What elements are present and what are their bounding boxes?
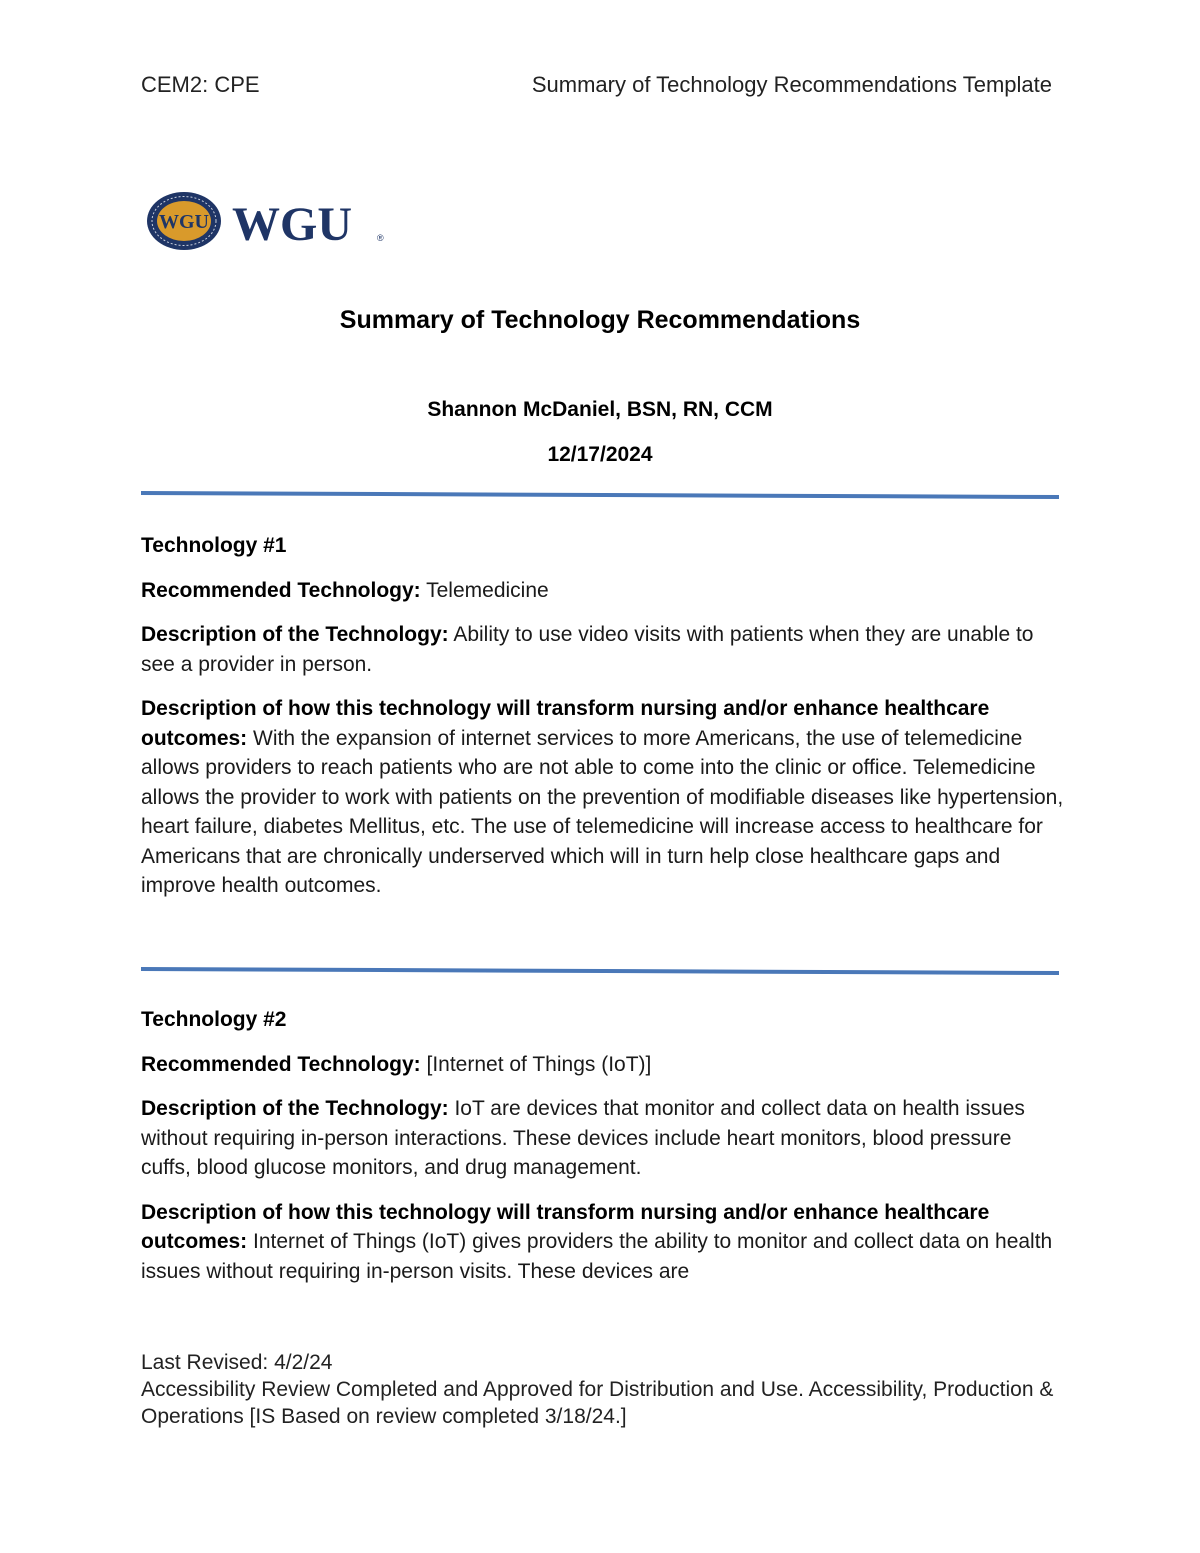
field-value: IoT are devices that monitor and collect data on health issues without requiring in-person interactions. These devices include heart monitors, blood pressure cuffs, blood glucose monitors, and drug management. <box>141 1097 1025 1179</box>
seal-text: WGU <box>159 211 209 233</box>
technology-1-section <box>141 531 1066 916</box>
wgu-wordmark: WGU <box>232 198 352 251</box>
section-divider <box>141 489 1059 499</box>
author-name: Shannon McDaniel, BSN, RN, CCM <box>427 398 773 421</box>
field-value: [Internet of Things (IoT)] <box>426 1052 652 1076</box>
technology-transformation <box>141 694 1066 901</box>
field-label: Description of how this technology will transform nursing and/or enhance healthcare outcomes: <box>141 1200 990 1253</box>
technology-heading: Technology #1 <box>141 534 287 557</box>
header-template-name: Summary of Technology Recommendations Template <box>531 72 1052 97</box>
field-value: Internet of Things (IoT) gives providers the ability to monitor and collect data on health issues without requiring in-person visits. These devices are <box>141 1230 1053 1283</box>
header-course-code: CEM2: CPE <box>141 72 260 97</box>
field-label: Recommended Technology: <box>141 1052 421 1076</box>
registered-mark: ® <box>377 233 384 243</box>
wgu-seal-icon <box>147 192 221 250</box>
recommended-technology <box>141 576 1066 606</box>
field-label: Description of how this technology will transform nursing and/or enhance healthcare outcomes: <box>141 697 990 750</box>
section-divider <box>141 965 1059 975</box>
document-title: Summary of Technology Recommendations <box>339 306 861 334</box>
field-value: Ability to use video visits with patients when they are unable to see a provider in person. <box>141 623 1034 676</box>
document-date: 12/17/2024 <box>547 443 653 466</box>
technology-description <box>141 620 1066 679</box>
field-value: Telemedicine <box>426 578 549 602</box>
technology-2-section <box>141 1005 1066 1301</box>
technology-heading: Technology #2 <box>141 1008 287 1031</box>
technology-transformation <box>141 1198 1066 1287</box>
last-revised: Last Revised: 4/2/24 <box>141 1351 333 1374</box>
field-label: Recommended Technology: <box>141 578 421 602</box>
technology-description <box>141 1094 1066 1183</box>
accessibility-note: Accessibility Review Completed and Approved for Distribution and Use. Accessibility, Production & Operations [IS Based on review completed 3/18/24.] <box>141 1378 1054 1428</box>
field-label: Description of the Technology: <box>141 1097 449 1120</box>
recommended-technology <box>141 1050 1066 1080</box>
wgu-logo <box>146 190 391 252</box>
page-footer <box>141 1349 1101 1430</box>
field-label: Description of the Technology: <box>141 623 449 646</box>
field-value: With the expansion of internet services to more Americans, the use of telemedicine allows providers to reach patients who are not able to come into the clinic or office. Telemedicine allows the provider to work with patients on the prevention of modifiable diseases like hypertension, heart failure, diabetes Mellitus, etc. The use of telemedicine will increase access to healthcare for Americans that are chronically underserved which will in turn help close healthcare gaps and improve health outcomes. <box>141 726 1064 897</box>
